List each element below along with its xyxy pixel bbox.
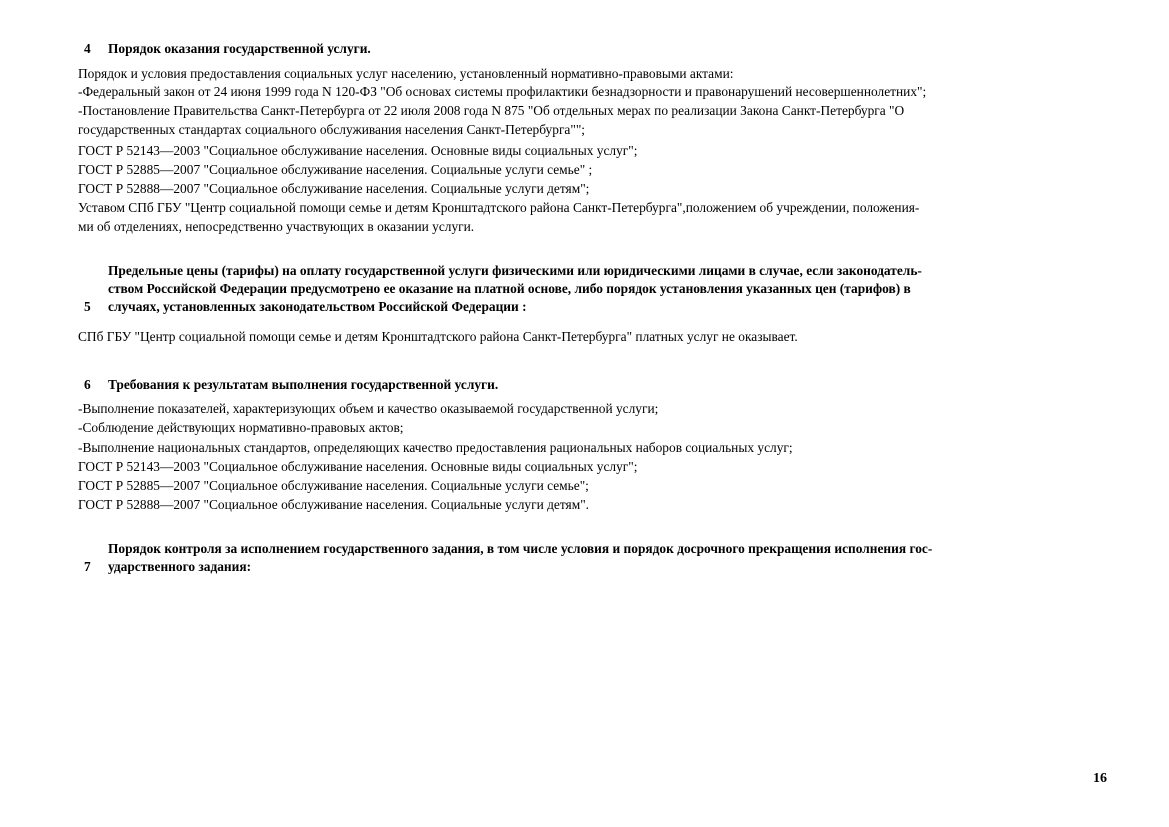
section-5-title-line: Предельные цены (тарифы) на оплату государственной услуги физическими или юридическими лицами в случае, если законодатель- (108, 263, 922, 278)
section-5-line: СПб ГБУ "Центр социальной помощи семье и детям Кронштадтского района Санкт-Петербурга" платных услуг не оказывает. (78, 329, 798, 344)
section-7-number: 7 (84, 559, 91, 574)
page-number: 16 (1093, 771, 1107, 786)
section-6-line: -Соблюдение действующих нормативно-правовых актов; (78, 420, 404, 435)
section-6-title: Требования к результатам выполнения государственной услуги. (108, 377, 499, 392)
section-4-title: Порядок оказания государственной услуги. (108, 41, 371, 56)
section-5-title-line: ством Российской Федерации предусмотрено ее оказание на платной основе, либо порядок установления указанных цен (тарифов) в (108, 281, 911, 296)
section-4-line: ГОСТ Р 52143—2003 "Социальное обслуживание населения. Основные виды социальных услуг"; (78, 143, 638, 158)
section-4-line: Уставом СПб ГБУ "Центр социальной помощи семье и детям Кронштадтского района Санкт-Петербурга",положением об учреждении, положения- (78, 200, 920, 215)
section-6-line: -Выполнение показателей, характеризующих объем и качество оказываемой государственной услуги; (78, 401, 659, 416)
section-6-line: ГОСТ Р 52888—2007 "Социальное обслуживание населения. Социальные услуги детям". (78, 497, 590, 512)
section-6-line: -Выполнение национальных стандартов, определяющих качество предоставления рациональных наборов социальных услуг; (78, 440, 793, 455)
section-5-title-line: случаях, установленных законодательством Российской Федерации : (108, 299, 527, 314)
section-4-number: 4 (84, 41, 91, 56)
section-6-line: ГОСТ Р 52885—2007 "Социальное обслуживание населения. Социальные услуги семье"; (78, 478, 589, 493)
section-4-line: Порядок и условия предоставления социальных услуг населению, установленный нормативно-правовыми актами: (78, 66, 734, 81)
section-4-line: -Федеральный закон от 24 июня 1999 года N 120-ФЗ "Об основах системы профилактики безнадзорности и правонарушений несовершеннолетних"; (78, 84, 927, 99)
section-5-number: 5 (84, 299, 91, 314)
section-6-line: ГОСТ Р 52143—2003 "Социальное обслуживание населения. Основные виды социальных услуг"; (78, 459, 638, 474)
section-7-title-line: Порядок контроля за исполнением государственного задания, в том числе условия и порядок досрочного прекращения исполнения гос- (108, 541, 933, 556)
section-4-line: ми об отделениях, непосредственно участвующих в оказании услуги. (78, 219, 475, 234)
section-4-line: -Постановление Правительства Санкт-Петербурга от 22 июля 2008 года N 875 "Об отдельных мерах по реализации Закона Санкт-Петербурга "О (78, 103, 905, 118)
section-7-title-line: ударственного задания: (108, 559, 252, 574)
section-4-line: государственных стандартах социального обслуживания населения Санкт-Петербурга""; (78, 122, 586, 137)
section-6-number: 6 (84, 377, 91, 392)
section-4-line: ГОСТ Р 52888—2007 "Социальное обслуживание населения. Социальные услуги детям"; (78, 181, 590, 196)
section-4-line: ГОСТ Р 52885—2007 "Социальное обслуживание населения. Социальные услуги семье" ; (78, 162, 593, 177)
